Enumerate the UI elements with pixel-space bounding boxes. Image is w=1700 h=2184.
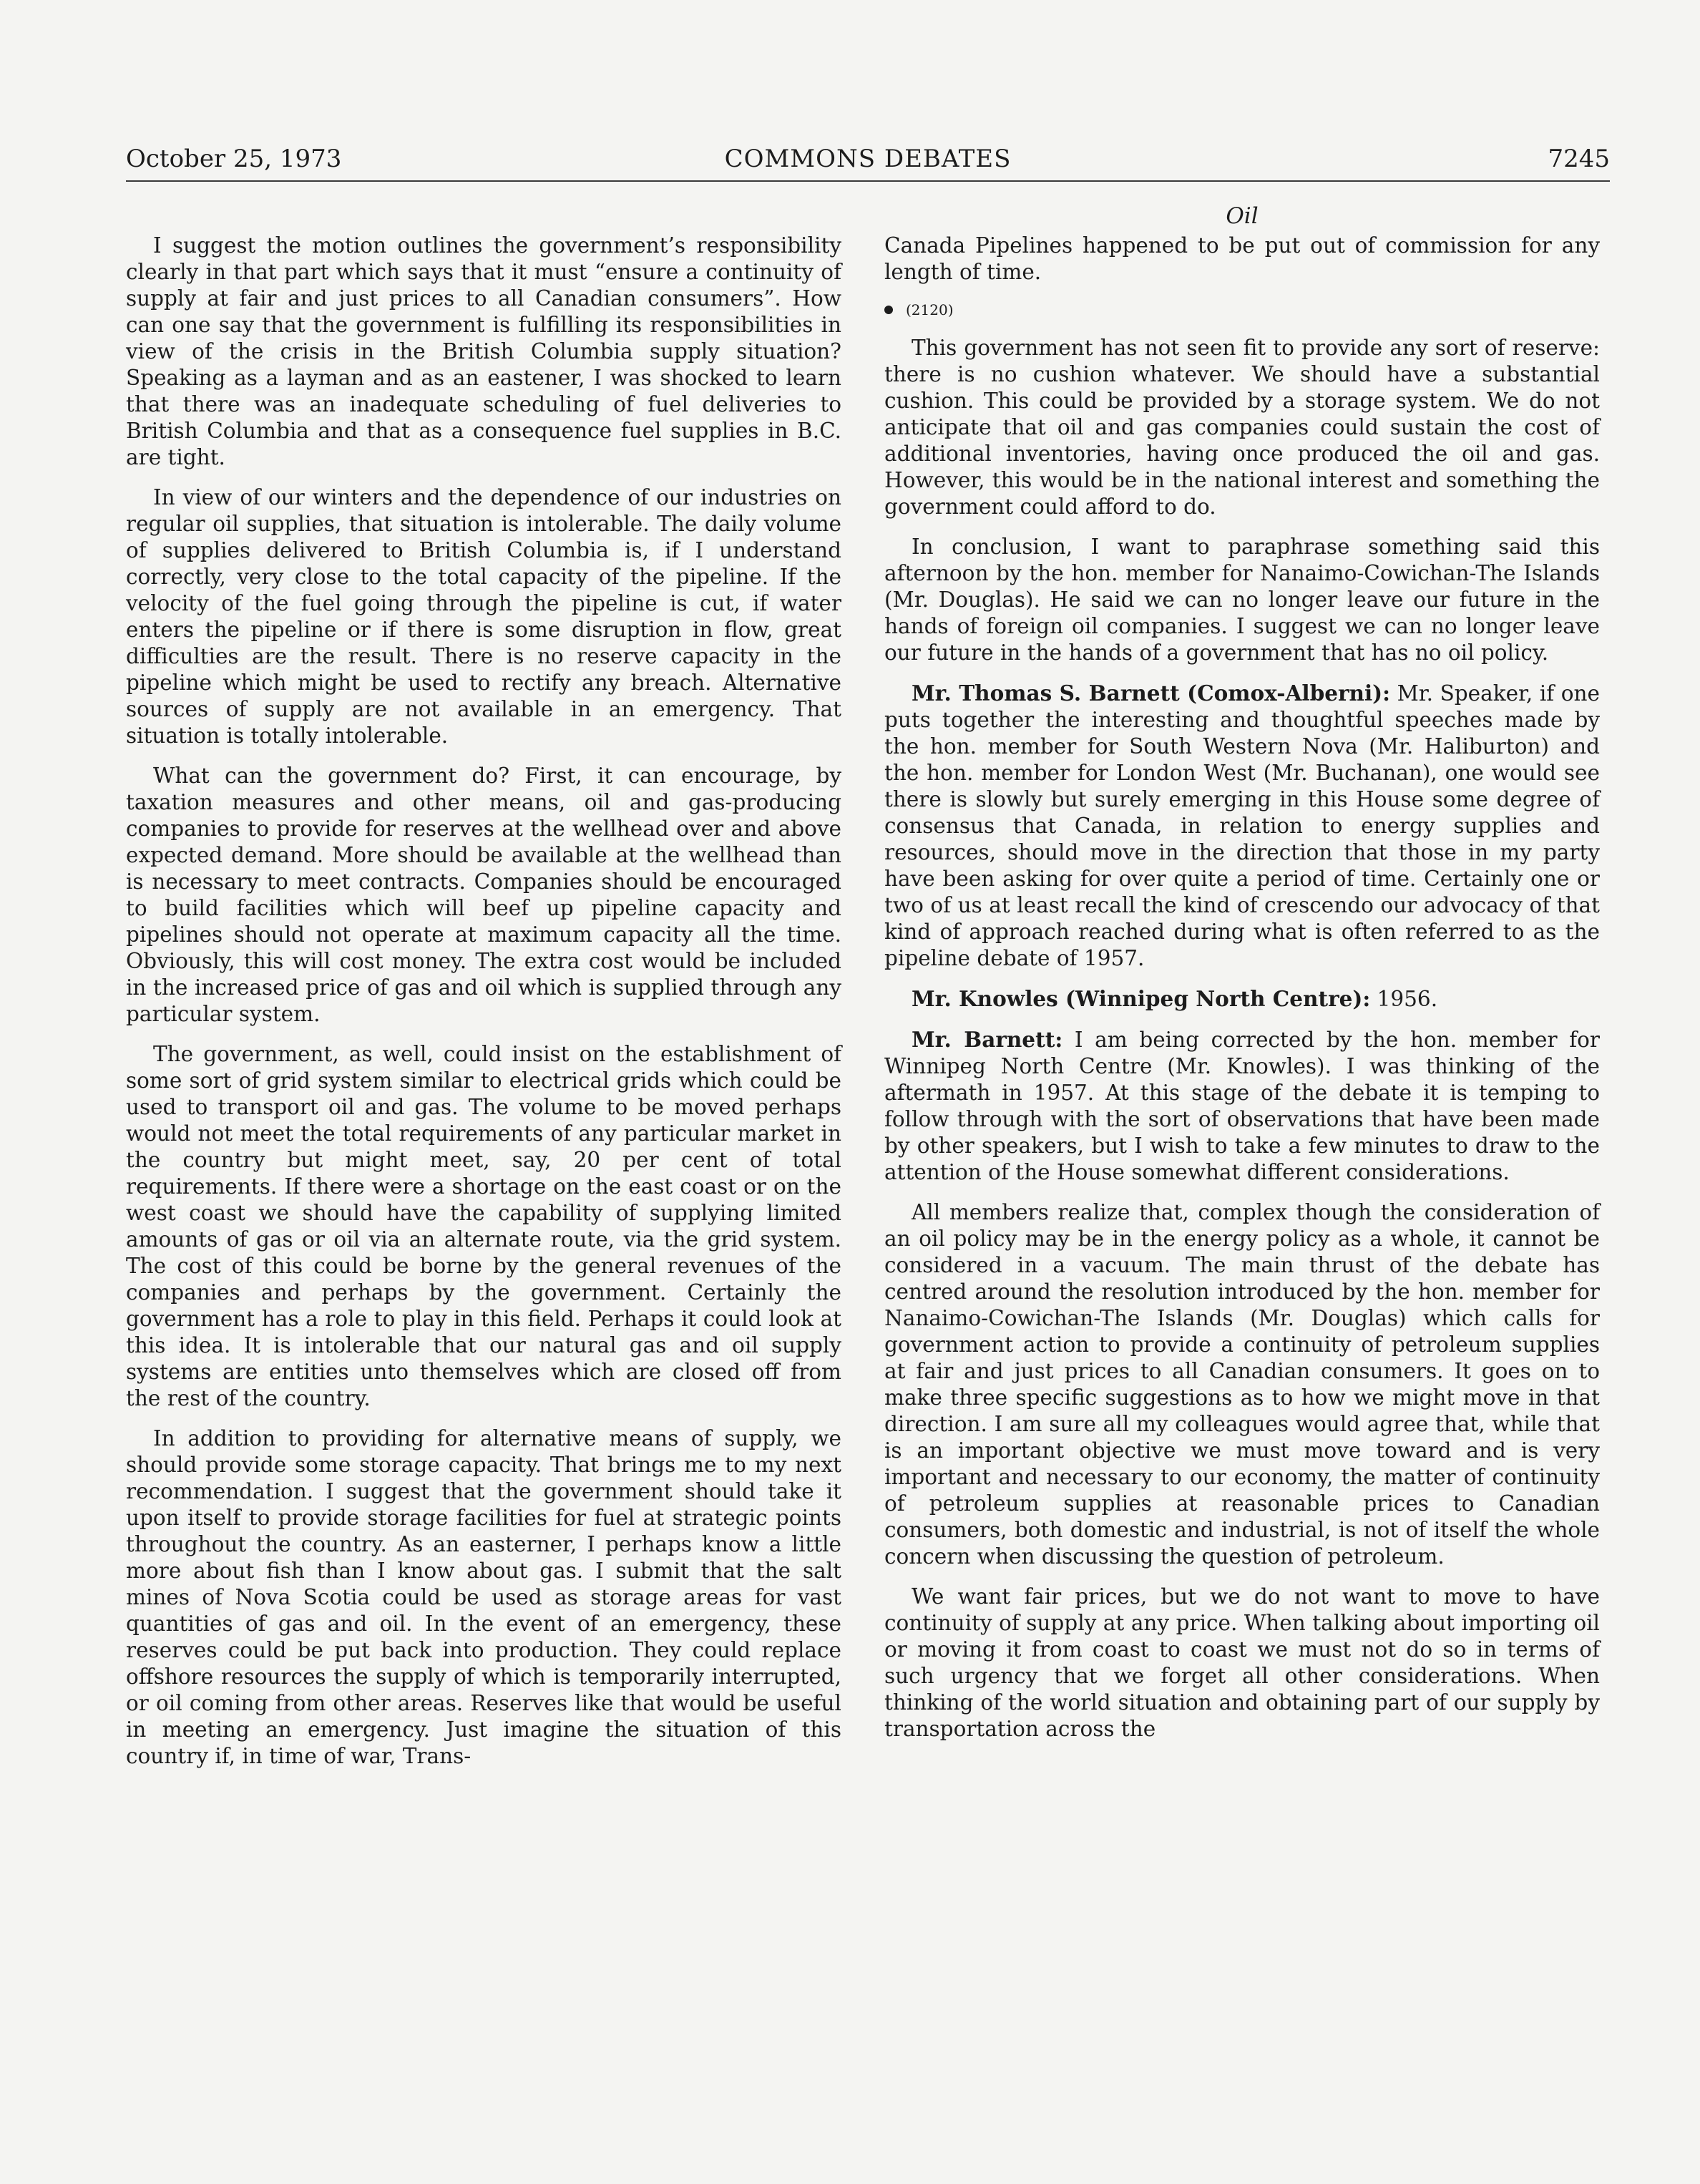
speech-text: I am being corrected by the hon. member for Winnipeg North Centre (Mr. Knowles). I was thinking of the aftermath in 1957. At this stage of the debate it is temping to follow through with the sort of observations that have been made by other speakers, but I wish to take a few minutes to draw to the attention of the House somewhat different considerations.: [884, 1028, 1600, 1184]
page-header: [126, 143, 1610, 182]
speech-paragraph: [884, 680, 1600, 972]
speech-paragraph: [884, 985, 1600, 1013]
speech-text: 1956.: [1377, 987, 1438, 1011]
speech-text: Mr. Speaker, if one puts together the interesting and thoughtful speeches made by the hon. member for South Western Nova (Mr. Haliburton) and the hon. member for London West (Mr. Buchanan), one would see there is slowly but surely emerging in this House some degree of consensus that Canada, in relation to energy supplies and resources, should move in the direction that those in my party have been asking for over quite a period of time. Certainly one or two of us at least recall the kind of crescendo our advocacy of that kind of approach reached during what is often referred to as the pipeline debate of 1957.: [884, 681, 1600, 970]
header-title: COMMONS DEBATES: [724, 145, 1012, 173]
paragraph: In addition to providing for alternative means of supply, we should provide some storage capacity. That brings me to my next recommendation. I suggest that the government should take it upon itself to provide storage facilities for fuel at strategic points throughout the country. As an easterner, I perhaps know a little more about fish than I know about gas. I submit that the salt mines of Nova Scotia could be used as storage areas for vast quantities of gas and oil. In the event of an emergency, these reserves could be put back into production. They could replace offshore resources the supply of which is temporarily interrupted, or oil coming from other areas. Reserves like that would be useful in meeting an emergency. Just imagine the situation of this country if, in time of war, Trans-: [126, 1426, 841, 1768]
paragraph: In conclusion, I want to paraphrase something said this afternoon by the hon. member for Nanaimo-Cowichan-The Islands (Mr. Douglas). He said we can no longer leave our future in the hands of foreign oil companies. I suggest we can no longer leave our future in the hands of a government that has no oil policy.: [884, 535, 1600, 665]
speech-paragraph: [884, 1026, 1600, 1186]
bullet-icon: [884, 306, 893, 314]
speaker-name: Mr. Barnett:: [912, 1027, 1063, 1052]
paragraph: The government, as well, could insist on the establishment of some sort of grid system similar to electrical grids which could be used to transport oil and gas. The volume to be moved perhaps would not meet the total requirements of any particular market in the country but might meet, say, 20 per cent of total requirements. If there were a shortage on the east coast or on the west coast we should have the capability of supplying limited amounts of gas or oil via an alternate route, via the grid system. The cost of this could be borne by the general revenues of the companies and perhaps by the government. Certainly the government has a role to play in this field. Perhaps it could look at this idea. It is intolerable that our natural gas and oil supply systems are entities unto themselves which are closed off from the rest of the country.: [126, 1042, 841, 1410]
speaker-name: Mr. Thomas S. Barnett (Comox-Alberni):: [912, 681, 1391, 706]
paragraph: We want fair prices, but we do not want to move to have continuity of supply at any price. When talking about importing oil or moving it from coast to coast we must not do so in terms of such urgency that we forget all other considerations. When thinking of the world situation and obtaining part of our supply by transportation across the: [884, 1584, 1600, 1741]
paragraph: What can the government do? First, it can encourage, by taxation measures and other means, oil and gas-producing companies to provide for reserves at the wellhead over and above expected demand. More should be available at the wellhead than is necessary to meet contracts. Companies should be encouraged to build facilities which will beef up pipeline capacity and pipelines should not operate at maximum capacity all the time. Obviously, this will cost money. The extra cost would be included in the increased price of gas and oil which is supplied through any particular system.: [126, 764, 841, 1026]
paragraph: All members realize that, complex though the consideration of an oil policy may be in the energy policy as a whole, it cannot be considered in a vacuum. The main thrust of the debate has centred around the resolution introduced by the hon. member for Nanaimo-Cowichan-The Islands (Mr. Douglas) which calls for government action to provide a continuity of petroleum supplies at fair and just prices to all Canadian consumers. It goes on to make three specific suggestions as to how we might move in that direction. I am sure all my colleagues would agree that, while that is an important objective we must move toward and is very important and necessary to our economy, the matter of continuity of petroleum supplies at reasonable prices to Canadian consumers, both domestic and industrial, is not of itself the whole concern when discussing the question of petroleum.: [884, 1200, 1600, 1569]
speaker-name: Mr. Knowles (Winnipeg North Centre):: [912, 986, 1371, 1011]
header-date: October 25, 1973: [126, 145, 342, 173]
paragraph: I suggest the motion outlines the government’s responsibility clearly in that part which says that it must “ensure a continuity of supply at fair and just prices to all Canadian consumers”. How can one say that the government is fulfilling its responsibilities in view of the crisis in the British Columbia supply situation? Speaking as a layman and as an eastener, I was shocked to learn that there was an inadequate scheduling of fuel deliveries to British Columbia and that as a consequence fuel supplies in B.C. are tight.: [126, 233, 841, 469]
time-marker: [884, 299, 1600, 321]
paragraph: This government has not seen fit to provide any sort of reserve: there is no cushion whatever. We should have a substantial cushion. This could be provided by a storage system. We do not anticipate that oil and gas companies could sustain the cost of additional inventories, having once produced the oil and gas. However, this would be in the national interest and something the government could afford to do.: [884, 336, 1600, 519]
paragraph: In view of our winters and the dependence of our industries on regular oil supplies, that situation is intolerable. The daily volume of supplies delivered to British Columbia is, if I understand correctly, very close to the total capacity of the pipeline. If the velocity of the fuel going through the pipeline is cut, if water enters the pipeline or if there is some disruption in flow, great difficulties are the result. There is no reserve capacity in the pipeline which might be used to rectify any breach. Alternative sources of supply are not available in an emergency. That situation is totally intolerable.: [126, 485, 841, 748]
left-column: [126, 233, 841, 1783]
running-head: Oil: [1226, 203, 1259, 229]
time-marker-label: (2120): [906, 301, 954, 318]
right-column: [884, 233, 1600, 1756]
header-page-number: 7245: [1548, 145, 1610, 173]
continuation-paragraph: Canada Pipelines happened to be put out of commission for any length of time.: [884, 233, 1600, 284]
